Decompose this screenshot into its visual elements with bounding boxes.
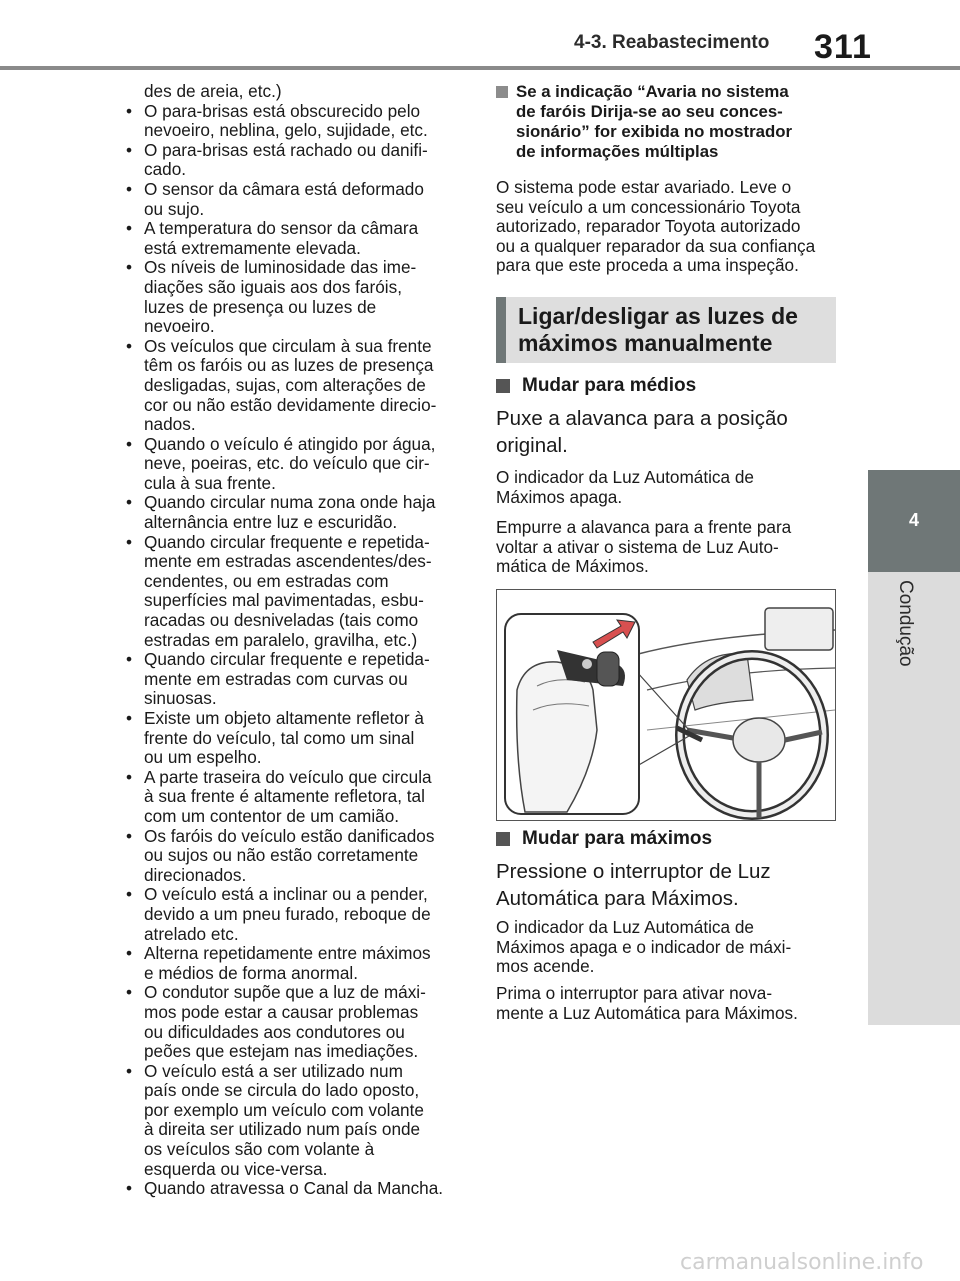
lever-diagram-svg [497, 590, 836, 821]
bullet-dot-icon: • [126, 178, 133, 199]
bullet-dot-icon: • [126, 335, 133, 356]
list-item-line: Os veículos que circulam à sua frente [144, 335, 432, 356]
paragraph-line: Prima o interruptor para ativar nova- [496, 983, 773, 1003]
bullet-dot-icon: • [126, 531, 133, 552]
bullet-dot-icon: • [126, 982, 133, 1003]
note-text-line: ou a qualquer reparador da sua confiança [496, 235, 816, 256]
list-item-line: atrelado etc. [144, 923, 239, 944]
paragraph-line: mática de Máximos. [496, 556, 649, 577]
list-item [120, 493, 472, 532]
paragraph-line: Empurre a alavanca para a frente para [496, 517, 792, 537]
list-item-line: país onde se circula do lado oposto, [144, 1080, 420, 1101]
bullet-dot-icon: • [126, 218, 133, 239]
list-item-line: sinuosas. [144, 688, 217, 709]
lever-illustration [496, 589, 836, 821]
note-heading-line: Se a indicação “Avaria no sistema [516, 82, 789, 101]
list-item-line: O condutor supõe que a luz de máxi- [144, 982, 426, 1003]
list-item-line: os veículos são com volante à [144, 1139, 375, 1160]
list-item-line: racadas ou desniveladas (tais como [144, 610, 419, 631]
side-tab-number: 4 [908, 510, 919, 530]
list-item-line: A parte traseira do veículo que circula [144, 766, 432, 787]
list-item-line: direcionados. [144, 864, 247, 885]
list-item-line: ou dificuldades aos condutores ou [144, 1021, 405, 1042]
list-item-line: cor ou não estão devidamente direcio- [144, 394, 437, 415]
list-item-line: mos pode estar a causar problemas [144, 1001, 419, 1022]
paragraph-low-beam-1 [496, 468, 836, 507]
square-bullet-icon [496, 832, 510, 846]
paragraph-low-beam-2 [496, 518, 836, 577]
paragraph-line: mos acende. [496, 956, 595, 977]
list-item-line: frente do veículo, tal como um sinal [144, 727, 415, 748]
bullet-dot-icon: • [126, 1178, 133, 1199]
list-item-line: ou sujo. [144, 198, 205, 219]
paragraph-high-beam-1 [496, 918, 836, 977]
list-item [120, 983, 472, 1061]
list-item-line: nevoeiro, neblina, gelo, sujidade, etc. [144, 120, 428, 141]
section-title-box [496, 297, 836, 363]
list-item-line: Quando circular frequente e repetida- [144, 531, 430, 552]
list-item-line: estradas em paralelo, gravilha, etc.) [144, 629, 418, 650]
list-item-line: cado. [144, 159, 187, 180]
list-item-line: superfícies mal pavimentadas, esbu- [144, 590, 424, 611]
list-item-line: Os níveis de luminosidade das ime- [144, 257, 417, 278]
list-item-line: Quando atravessa o Canal da Mancha. [144, 1178, 444, 1199]
right-column [496, 82, 838, 276]
paragraph-line: voltar a ativar o sistema de Luz Auto- [496, 536, 779, 557]
bullet-dot-icon: • [126, 139, 133, 160]
list-item-line: O para-brisas está obscurecido pelo [144, 100, 421, 121]
bullet-dot-icon: • [126, 257, 133, 278]
list-item-line: está extremamente elevada. [144, 237, 361, 258]
note-text-line: para que este proceda a uma inspeção. [496, 255, 799, 276]
list-item-line: mente em estradas com curvas ou [144, 668, 408, 689]
list-item-line: O para-brisas está rachado ou danifi- [144, 139, 428, 160]
bullet-dot-icon: • [126, 708, 133, 728]
list-item-line: Existe um objeto altamente refletor à [144, 708, 424, 728]
bullet-dot-icon: • [126, 884, 133, 905]
list-item [120, 258, 472, 336]
bullet-dot-icon: • [126, 100, 133, 121]
instruction-high-beam [496, 858, 836, 912]
list-item-line: O veículo está a ser utilizado num [144, 1060, 403, 1081]
note-text-line: autorizado, reparador Toyota autorizado [496, 216, 801, 237]
list-item-line: diações são iguais aos dos faróis, [144, 276, 402, 297]
list-item [120, 102, 472, 141]
paragraph-line: Máximos apaga. [496, 486, 623, 507]
list-item [120, 533, 472, 651]
list-item-line: mente em estradas ascendentes/des- [144, 551, 432, 572]
note-text [496, 178, 838, 276]
list-item [120, 944, 472, 983]
note-heading-line: sionário” for exibida no mostrador [516, 122, 792, 141]
list-item-line: por exemplo um veículo com volante [144, 1099, 424, 1120]
list-item-line: cendentes, ou em estradas com [144, 570, 389, 591]
section-title-line: máximos manualmente [518, 330, 773, 356]
sub-heading-label: Mudar para médios [522, 375, 697, 396]
list-item [120, 1062, 472, 1180]
list-item-line: desligadas, sujas, com alterações de [144, 374, 426, 395]
list-item-line: Os faróis do veículo estão danificados [144, 825, 435, 846]
square-bullet-icon [496, 379, 510, 393]
list-item-line: Quando circular numa zona onde haja [144, 492, 436, 513]
list-item [120, 827, 472, 886]
sub-heading-label: Mudar para máximos [522, 828, 713, 849]
list-item [120, 1179, 472, 1199]
continuation-line: des de areia, etc.) [144, 81, 282, 101]
list-item-line: Quando circular frequente e repetida- [144, 649, 430, 670]
list-item-line: cula à sua frente. [144, 472, 276, 493]
list-item-line: Alterna repetidamente entre máximos [144, 943, 431, 964]
header-section-title: 4-3. Reabastecimento [574, 32, 770, 53]
bullet-dot-icon: • [126, 825, 133, 846]
square-bullet-icon [496, 86, 508, 98]
left-column [120, 82, 472, 1199]
list-item-line: têm os faróis ou as luzes de presença [144, 355, 434, 376]
instruction-line: Puxe a alavanca para a posição [496, 407, 788, 430]
list-item-line: com um contentor de um camião. [144, 805, 400, 826]
list-item-line: devido a um pneu furado, reboque de [144, 903, 431, 924]
note-heading-line: de informações múltiplas [516, 142, 719, 161]
list-item-line: O veículo está a inclinar ou a pender, [144, 884, 428, 905]
bullet-dot-icon: • [126, 433, 133, 454]
bullet-dot-icon: • [126, 1060, 133, 1081]
list-item [120, 337, 472, 435]
list-item-line: Quando o veículo é atingido por água, [144, 433, 436, 454]
section-title-line: Ligar/desligar as luzes de [518, 303, 798, 329]
paragraph-line: Máximos apaga e o indicador de máxi- [496, 936, 792, 957]
bullet-dot-icon: • [126, 943, 133, 964]
list-item [120, 768, 472, 827]
bullet-dot-icon: • [126, 492, 133, 513]
page-number: 311 [814, 28, 872, 66]
note-text-line: O sistema pode estar avariado. Leve o [496, 177, 792, 197]
header-rule [0, 66, 960, 70]
list-item-line: peões que estejam nas imediações. [144, 1041, 419, 1062]
bullet-dot-icon: • [126, 766, 133, 787]
list-item-line: O sensor da câmara está deformado [144, 178, 424, 199]
note-text-line: seu veículo a um concessionário Toyota [496, 196, 801, 217]
list-item-line: à sua frente é altamente refletora, tal [144, 786, 425, 807]
list-item [120, 180, 472, 219]
list-item-line: à direita ser utilizado num país onde [144, 1119, 421, 1140]
paragraph-line: mente a Luz Automática para Máximos. [496, 1002, 798, 1023]
list-item [120, 141, 472, 180]
list-item-line: neve, poeiras, etc. do veículo que cir- [144, 453, 430, 474]
paragraph-line: O indicador da Luz Automática de [496, 467, 754, 487]
list-item-line: alternância entre luz e escuridão. [144, 512, 398, 533]
condition-list [120, 102, 472, 1199]
note-heading [496, 82, 838, 162]
paragraph-high-beam-2 [496, 984, 836, 1023]
list-item [120, 219, 472, 258]
bullet-dot-icon: • [126, 649, 133, 670]
list-item [120, 885, 472, 944]
instruction-line: original. [496, 434, 568, 457]
list-item-line: nevoeiro. [144, 316, 215, 337]
note-heading-line: de faróis Dirija-se ao seu conces- [516, 102, 783, 121]
list-item-line: luzes de presença ou luzes de [144, 296, 377, 317]
paragraph-line: O indicador da Luz Automática de [496, 917, 754, 937]
list-item [120, 650, 472, 709]
sub-heading-low-beam [496, 375, 696, 397]
instruction-line: Pressione o interruptor de Luz [496, 860, 771, 883]
instruction-line: Automática para Máximos. [496, 887, 739, 910]
list-item-line: ou um espelho. [144, 747, 262, 768]
watermark: carmanualsonline.info [680, 1250, 924, 1275]
instruction-low-beam [496, 405, 836, 459]
list-item-line: esquerda ou vice-versa. [144, 1158, 328, 1179]
list-item-line: e médios de forma anormal. [144, 962, 358, 983]
sub-heading-high-beam [496, 828, 712, 850]
list-item-line: A temperatura do sensor da câmara [144, 218, 419, 239]
list-item [120, 709, 472, 768]
list-item-line: ou sujos ou não estão corretamente [144, 845, 419, 866]
list-item [120, 435, 472, 494]
list-item-line: nados. [144, 414, 196, 435]
side-tab-label: Condução [895, 580, 916, 667]
